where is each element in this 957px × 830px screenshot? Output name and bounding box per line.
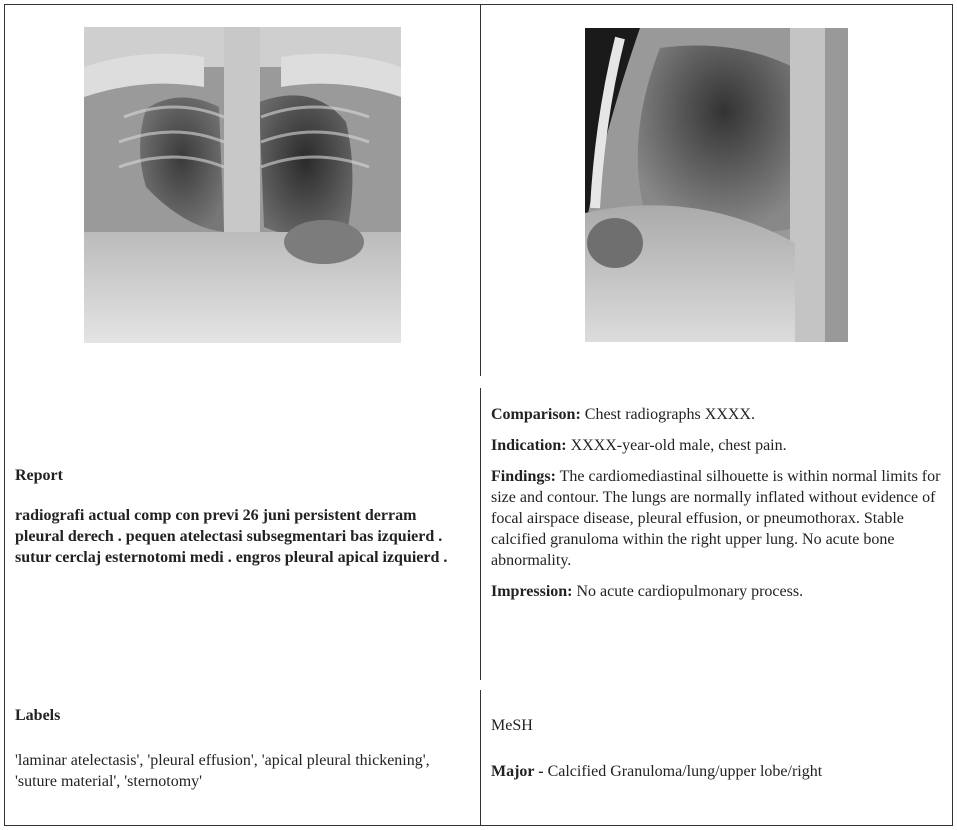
findings-text: The cardiomediastinal silhouette is within normal limits for size and contour. The lungs are normally inflated without evidence of focal airspace disease, pleural effusion, or pneumothorax. Stable calcified granuloma within the right upper lung. No acute bone abnormality. [491,468,941,569]
right-report-block [491,404,943,612]
labels-heading: Labels [15,707,61,724]
impression-label: Impression: [491,583,573,600]
report-text: radiografi actual comp con previ 26 juni persistent derram pleural derech . pequen atelectasi subsegmentari bas izquierd . sutur cerclaj esternotomi medi . engros pleural apical izquierd . [15,507,448,566]
indication-text: XXXX-year-old male, chest pain. [570,437,787,454]
labels-text: 'laminar atelectasis', 'pleural effusion', 'apical pleural thickening', 'suture material', 'sternotomy' [15,752,430,790]
major-label: Major - [491,763,544,780]
comparison-paragraph [491,404,943,425]
findings-label: Findings: [491,468,556,485]
column-divider-top [480,4,481,376]
major-mesh-line [491,761,943,782]
impression-text: No acute cardiopulmonary process. [576,583,804,600]
findings-paragraph [491,466,943,571]
frontal-chest-xray-image [84,27,401,343]
major-text: Calcified Granuloma/lung/upper lobe/right [547,763,823,780]
comparison-label: Comparison: [491,406,581,423]
mesh-heading: MeSH [491,717,533,734]
comparison-text: Chest radiographs XXXX. [584,406,755,423]
lateral-chest-xray-image [585,28,848,342]
report-heading: Report [15,467,63,484]
impression-paragraph [491,581,943,602]
column-divider-middle [480,388,481,680]
indication-label: Indication: [491,437,567,454]
indication-paragraph [491,435,943,456]
column-divider-bottom [480,690,481,826]
